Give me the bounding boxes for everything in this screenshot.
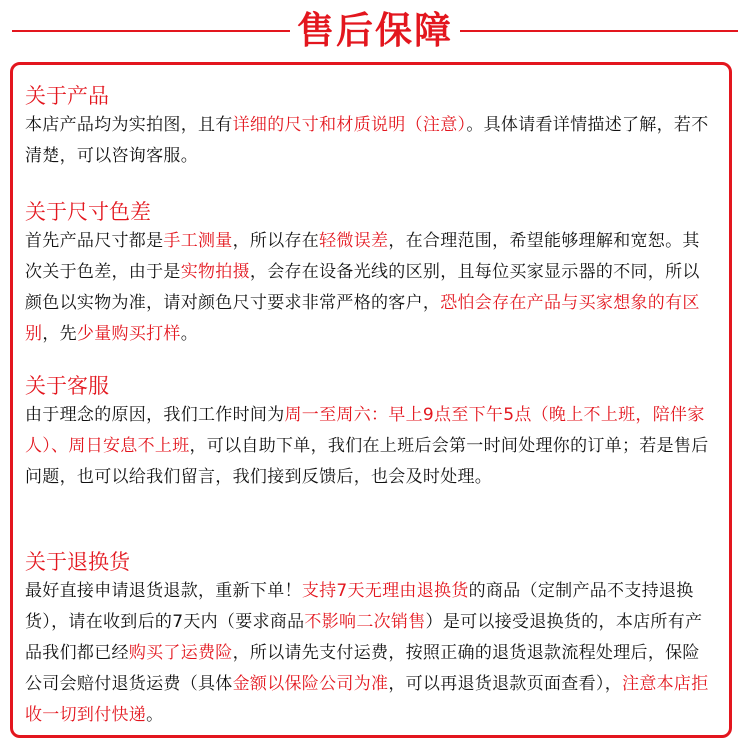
page-title: 售后保障 — [297, 9, 453, 52]
section-body — [25, 110, 715, 172]
highlighted-text: 金额以保险公司为准 — [232, 674, 389, 694]
section-returns — [25, 548, 715, 731]
highlighted-text: 周一至周六：早上9点至下午5点（晚上不上班，陪伴家人）、周日安息不上班 — [25, 405, 705, 456]
highlighted-text: 不影响二次销售 — [304, 612, 426, 632]
body-text: ，在合理范围，希望能够理解和宽恕。其次关于色差，由于是 — [25, 231, 700, 282]
body-text: ，可以自助下单，我们在上班后会第一时间处理你的订单；若是售后问题，也可以给我们留言，我们接到反馈后，也会及时处理。 — [25, 436, 709, 487]
section-heading: 关于客服 — [25, 374, 109, 398]
section-heading: 关于产品 — [25, 84, 109, 108]
body-text: 首先产品尺寸都是 — [25, 231, 164, 251]
body-text: 本店产品均为实拍图，且有 — [25, 115, 233, 135]
highlighted-text: 手工测量 — [163, 231, 233, 251]
page-header — [0, 0, 750, 62]
highlighted-text: 恐怕会存在产品与买家想象的有区别 — [25, 293, 700, 344]
highlighted-text: 注意本店拒收一切到付快递 — [25, 674, 709, 725]
body-text: 。 — [180, 324, 199, 344]
body-text: ，先 — [42, 324, 77, 344]
highlighted-text: 支持7天无理由退换货 — [301, 581, 469, 601]
body-text: ，所以存在 — [232, 231, 320, 251]
section-body — [25, 576, 715, 731]
body-text: ）是可以接受退换货的，本店所有产品我们都已经 — [25, 612, 703, 663]
body-text: ，所以请先支付运费，按照正确的退货退款流程处理后，保险公司会赔付退货运费（具体 — [25, 643, 700, 694]
header-rule-left — [12, 30, 290, 32]
highlighted-text: 轻微误差 — [319, 231, 389, 251]
section-heading: 关于尺寸色差 — [25, 200, 151, 224]
highlighted-text: 详细的尺寸和材质说明（注意） — [232, 115, 467, 135]
highlighted-text: 少量购买打样 — [76, 324, 181, 344]
body-text: 由于理念的原因，我们工作时间为 — [25, 405, 285, 425]
section-size-color — [25, 198, 715, 350]
section-product — [25, 82, 715, 172]
highlighted-text: 实物拍摄 — [180, 262, 250, 282]
body-text: 的商品（定制产品不支持退换货），请在收到后的7天内（要求商品 — [25, 581, 694, 632]
section-customer-service — [25, 372, 715, 493]
header-rule-right — [460, 30, 738, 32]
body-text: ，可以再退货退款页面查看）， — [388, 674, 623, 694]
body-text: 最好直接申请退货退款，重新下单！ — [25, 581, 302, 601]
section-heading: 关于退换货 — [25, 550, 130, 574]
highlighted-text: 购买了运费险 — [128, 643, 233, 663]
section-body — [25, 400, 715, 493]
body-text: ，会存在设备光线的区别，且每位买家显示器的不同，所以颜色以实物为准，请对颜色尺寸要求非常严格的客户， — [25, 262, 700, 313]
section-body — [25, 226, 715, 350]
body-text: 。 — [146, 705, 164, 725]
body-text: 。具体请看详情描述了解，若不清楚，可以咨询客服。 — [25, 115, 709, 166]
